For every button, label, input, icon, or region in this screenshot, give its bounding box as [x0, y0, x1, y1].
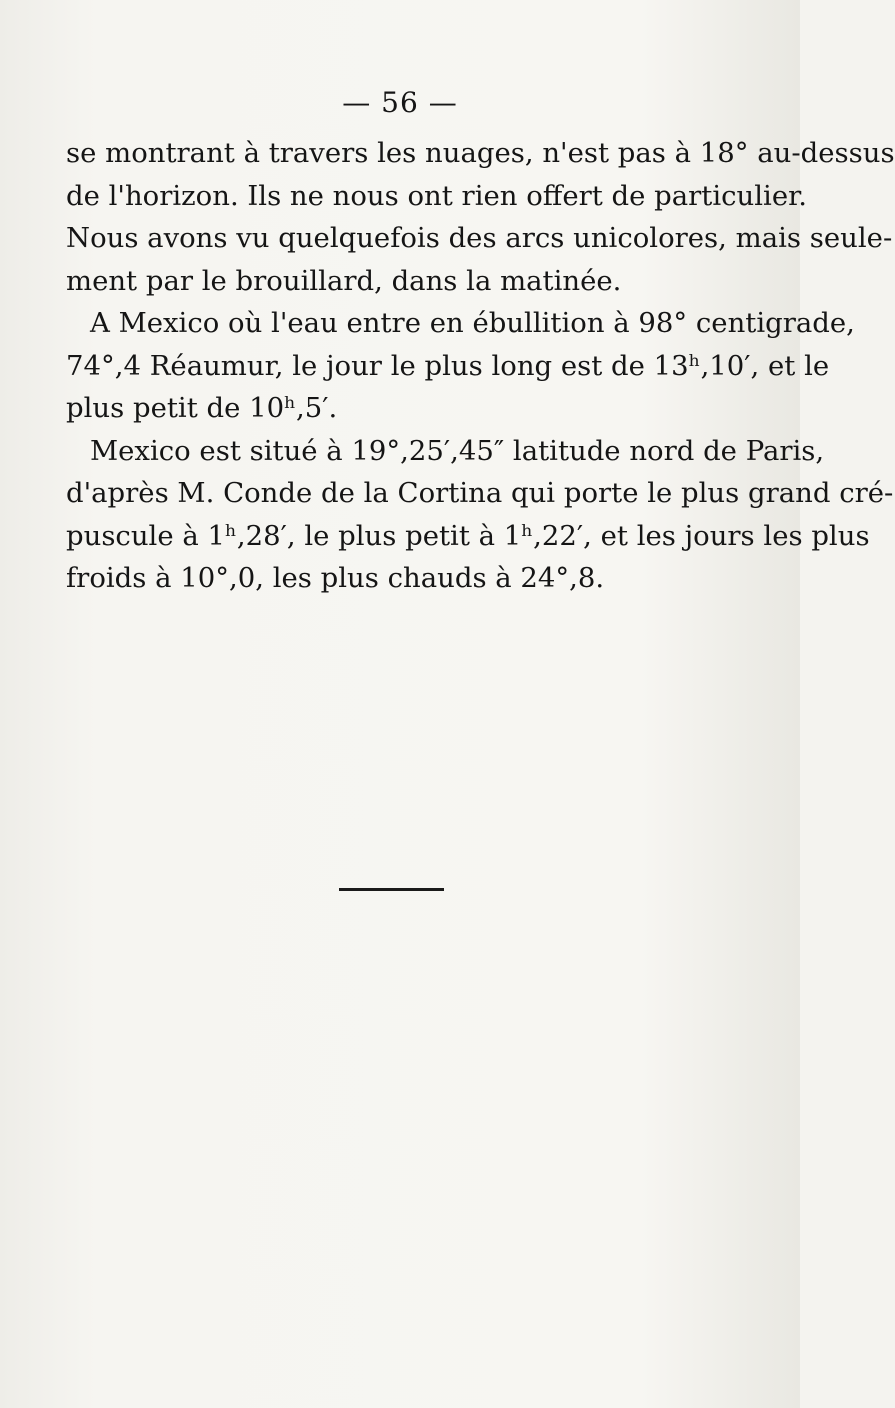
paragraph-1	[66, 132, 895, 302]
text-line: d'après M. Conde de la Cortina qui porte le plus grand cré-	[66, 477, 894, 509]
text-line: Mexico est situé à 19°,25′,45″ latitude nord de Paris,	[90, 434, 825, 467]
body-text	[66, 132, 895, 600]
text-line: puscule à 1ʰ,28′, le plus petit à 1ʰ,22′, et les jours les plus	[66, 519, 870, 552]
paragraph-3	[66, 430, 894, 600]
section-divider-rule	[339, 888, 444, 891]
text-line: Nous avons vu quelquefois des arcs unicolores, mais seule-	[66, 222, 893, 254]
page-number: — 56 —	[342, 86, 458, 119]
text-line: A Mexico où l'eau entre en ébullition à 98° centigrade,	[90, 307, 855, 339]
text-line: se montrant à travers les nuages, n'est pas à 18° au-dessus	[66, 137, 895, 169]
text-line: ment par le brouillard, dans la matinée.	[66, 264, 622, 297]
text-line: de l'horizon. Ils ne nous ont rien offert de particulier.	[66, 179, 807, 212]
text-line: 74°,4 Réaumur, le jour le plus long est de 13ʰ,10′, et le	[66, 349, 830, 382]
paragraph-2	[66, 302, 855, 430]
text-line: plus petit de 10ʰ,5′.	[66, 392, 338, 424]
text-line: froids à 10°,0, les plus chauds à 24°,8.	[66, 562, 605, 594]
